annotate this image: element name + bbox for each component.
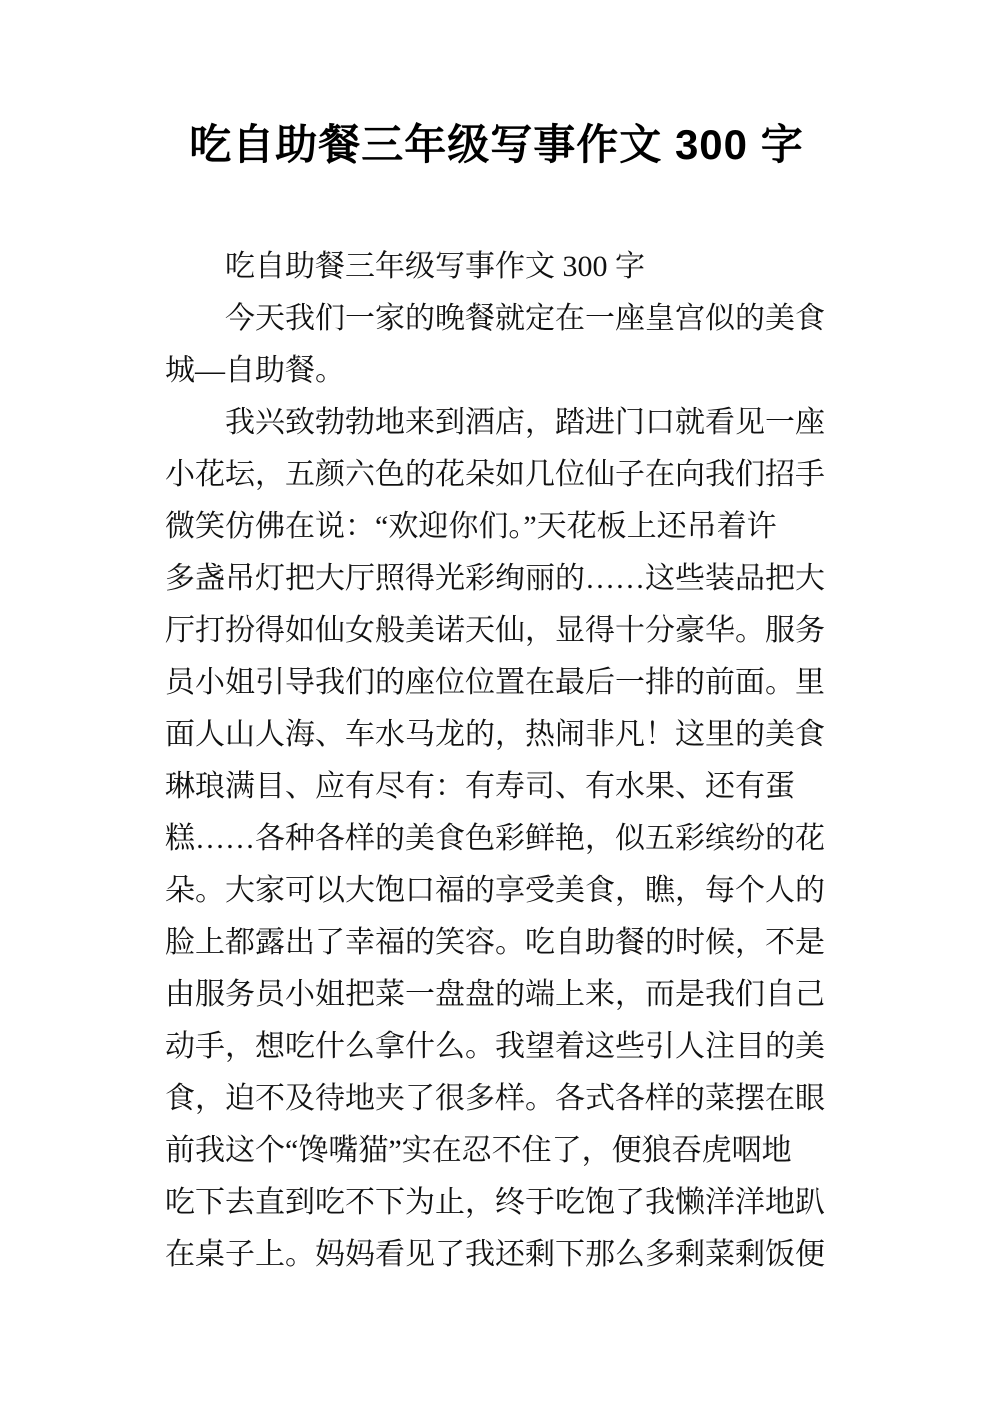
text-line: 食，迫不及待地夹了很多样。各式各样的菜摆在眼	[165, 1082, 825, 1115]
text-line: 多盏吊灯把大厅照得光彩绚丽的……这些装品把大	[165, 562, 825, 595]
text-line: 员小姐引导我们的座位位置在最后一排的前面。里	[165, 666, 825, 699]
text-line: 朵。大家可以大饱口福的享受美食，瞧，每个人的	[165, 874, 825, 907]
text-line: 小花坛，五颜六色的花朵如几位仙子在向我们招手	[165, 458, 825, 491]
essay-body	[165, 241, 828, 1281]
text-line: 今天我们一家的晚餐就定在一座皇宫似的美食	[225, 302, 825, 335]
text-line: 琳琅满目、应有尽有：有寿司、有水果、还有蛋	[165, 770, 795, 803]
text-line: 动手，想吃什么拿什么。我望着这些引人注目的美	[165, 1030, 825, 1063]
text-line: 糕……各种各样的美食色彩鲜艳，似五彩缤纷的花	[165, 822, 825, 855]
text-line: 在桌子上。妈妈看见了我还剩下那么多剩菜剩饭便	[165, 1238, 825, 1271]
text-line: 吃下去直到吃不下为止，终于吃饱了我懒洋洋地趴	[165, 1186, 825, 1219]
text-line: 厅打扮得如仙女般美诺天仙，显得十分豪华。服务	[165, 614, 825, 647]
text-line: 前我这个“馋嘴猫”实在忍不住了，便狼吞虎咽地	[165, 1134, 792, 1167]
essay-title: 吃自助餐三年级写事作文 300 字	[189, 121, 804, 168]
text-line: 由服务员小姐把菜一盘盘的端上来，而是我们自己	[165, 978, 825, 1011]
text-line: 面人山人海、车水马龙的，热闹非凡！这里的美食	[165, 718, 825, 751]
text-line: 我兴致勃勃地来到酒店，踏进门口就看见一座	[225, 406, 825, 439]
text-line: 城—自助餐。	[165, 354, 345, 387]
text-line: 脸上都露出了幸福的笑容。吃自助餐的时候，不是	[165, 926, 825, 959]
text-line: 微笑仿佛在说：“欢迎你们。”天花板上还吊着许	[165, 510, 777, 543]
text-line: 吃自助餐三年级写事作文 300 字	[225, 250, 645, 283]
